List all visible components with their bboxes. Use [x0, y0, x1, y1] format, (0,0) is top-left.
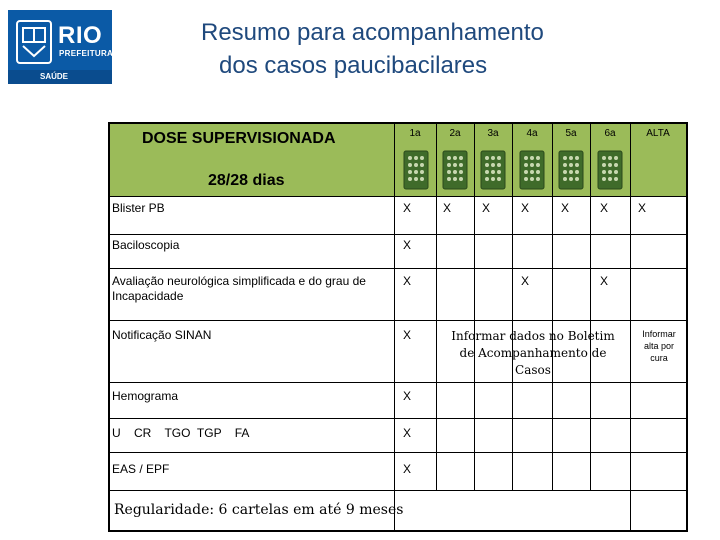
row-divider	[110, 268, 686, 269]
mark-blister-2a: X	[442, 201, 451, 215]
column-header-6a: 6a	[604, 128, 616, 139]
city-crest-icon	[16, 20, 52, 64]
column-divider	[436, 124, 437, 490]
column-header-2a: 2a	[449, 128, 461, 139]
column-header-alta: ALTA	[646, 128, 670, 139]
row-divider	[110, 320, 686, 321]
mark-baciloscopia-1a: X	[402, 238, 411, 252]
column-header-3a: 3a	[487, 128, 499, 139]
blister-pack-icon	[597, 150, 623, 190]
blister-pack-icon	[558, 150, 584, 190]
mark-blister-4a: X	[520, 201, 529, 215]
mark-blister-6a: X	[599, 201, 608, 215]
logo-prefeitura-text: PREFEITURA	[59, 49, 114, 58]
title-line-2: dos casos paucibacilares	[219, 52, 488, 79]
blister-pack-icon	[519, 150, 545, 190]
mark-eas-epf-1a: X	[402, 462, 411, 476]
row-divider	[110, 418, 686, 419]
row-label-hemograma: Hemograma	[112, 389, 179, 403]
alta-note: Informar alta por cura	[642, 329, 676, 363]
row-label-eas-epf: EAS / EPF	[112, 462, 170, 476]
rio-prefeitura-logo	[8, 10, 112, 84]
column-divider	[394, 124, 395, 530]
row-divider	[110, 234, 686, 235]
row-divider	[110, 490, 686, 491]
mark-hemograma-1a: X	[402, 389, 411, 403]
row-divider	[110, 382, 686, 383]
blister-pack-icon	[442, 150, 468, 190]
regularity-note: Regularidade: 6 cartelas em até 9 meses	[114, 502, 404, 518]
mark-avaliacao-4a: X	[520, 274, 529, 288]
row-label-notificacao-sinan: Notificação SINAN	[112, 328, 212, 342]
blister-pack-icon	[403, 150, 429, 190]
column-divider	[474, 124, 475, 490]
column-divider	[630, 124, 631, 530]
notificacao-note: Informar dados no Boletim de Acompanhamento de Casos	[451, 329, 615, 377]
column-header-4a: 4a	[526, 128, 538, 139]
logo-rio-text: RIO	[58, 22, 103, 49]
blister-pack-icon	[480, 150, 506, 190]
mark-blister-3a: X	[481, 201, 490, 215]
title-line-1: Resumo para acompanhamento	[201, 19, 544, 46]
row-label-blister-pb: Blister PB	[112, 201, 165, 215]
row-label-baciloscopia: Baciloscopia	[112, 238, 180, 252]
logo-saude-text: SAÚDE	[40, 72, 69, 81]
row-label-bioquimica: U CR TGO TGP FA	[112, 426, 250, 440]
mark-bioquimica-1a: X	[402, 426, 411, 440]
dose-supervisionada-header: DOSE SUPERVISIONADA	[142, 130, 336, 147]
follow-up-table	[108, 122, 688, 532]
page-title	[190, 16, 650, 82]
column-divider	[590, 124, 591, 490]
column-divider	[512, 124, 513, 490]
mark-blister-alta: X	[637, 201, 646, 215]
row-divider	[110, 196, 686, 197]
mark-notificacao-1a: X	[402, 328, 411, 342]
mark-avaliacao-1a: X	[402, 274, 411, 288]
mark-avaliacao-6a: X	[599, 274, 608, 288]
row-divider	[110, 452, 686, 453]
days-label: 28/28 dias	[208, 172, 285, 189]
column-header-5a: 5a	[565, 128, 577, 139]
row-label-avaliacao-neurologica: Avaliação neurológica simplificada e do grau de Incapacidade	[112, 274, 366, 303]
column-header-1a: 1a	[409, 128, 421, 139]
column-divider	[552, 124, 553, 490]
mark-blister-5a: X	[560, 201, 569, 215]
mark-blister-1a: X	[402, 201, 411, 215]
